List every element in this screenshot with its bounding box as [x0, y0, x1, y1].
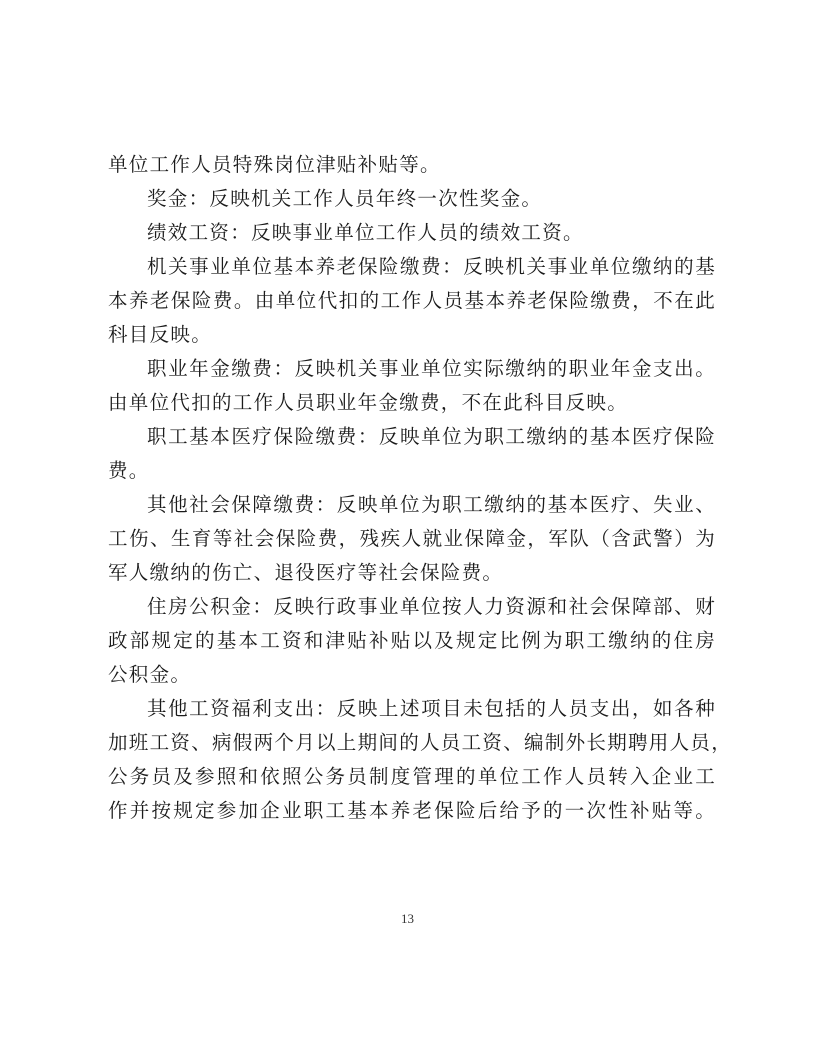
text-line: 军人缴纳的伤亡、退役医疗等社会保险费。 [108, 561, 504, 584]
text-line: 作并按规定参加企业职工基本养老保险后给予的一次性补贴等。 [108, 799, 716, 822]
text-line: 费。 [108, 459, 150, 482]
text-line: 住房公积金：反映行政事业单位按人力资源和社会保障部、财 [147, 595, 716, 618]
text-line: 公积金。 [108, 663, 192, 686]
text-line: 政部规定的基本工资和津贴补贴以及规定比例为职工缴纳的住房 [108, 629, 716, 652]
text-line: 加班工资、病假两个月以上期间的人员工资、编制外长期聘用人员， [108, 731, 733, 754]
page-number: 13 [401, 911, 414, 926]
text-line: 职业年金缴费：反映机关事业单位实际缴纳的职业年金支出。 [147, 357, 716, 380]
text-line: 机关事业单位基本养老保险缴费：反映机关事业单位缴纳的基 [147, 255, 716, 278]
text-line: 职工基本医疗保险缴费：反映单位为职工缴纳的基本医疗保险 [147, 425, 716, 448]
text-line: 单位工作人员特殊岗位津贴补贴等。 [108, 153, 441, 176]
text-line: 奖金：反映机关工作人员年终一次性奖金。 [147, 187, 543, 210]
text-line: 其他工资福利支出：反映上述项目未包括的人员支出，如各种 [147, 697, 716, 720]
text-line: 工伤、生育等社会保险费，残疾人就业保障金，军队（含武警）为 [108, 527, 716, 550]
body-text [108, 148, 733, 828]
text-line: 由单位代扣的工作人员职业年金缴费，不在此科目反映。 [108, 391, 629, 414]
text-line: 其他社会保障缴费：反映单位为职工缴纳的基本医疗、失业、 [147, 493, 716, 516]
text-line: 绩效工资：反映事业单位工作人员的绩效工资。 [147, 221, 584, 244]
text-line: 公务员及参照和依照公务员制度管理的单位工作人员转入企业工 [108, 765, 716, 788]
text-line: 本养老保险费。由单位代扣的工作人员基本养老保险缴费，不在此 [108, 289, 716, 312]
text-line: 科目反映。 [108, 323, 213, 346]
